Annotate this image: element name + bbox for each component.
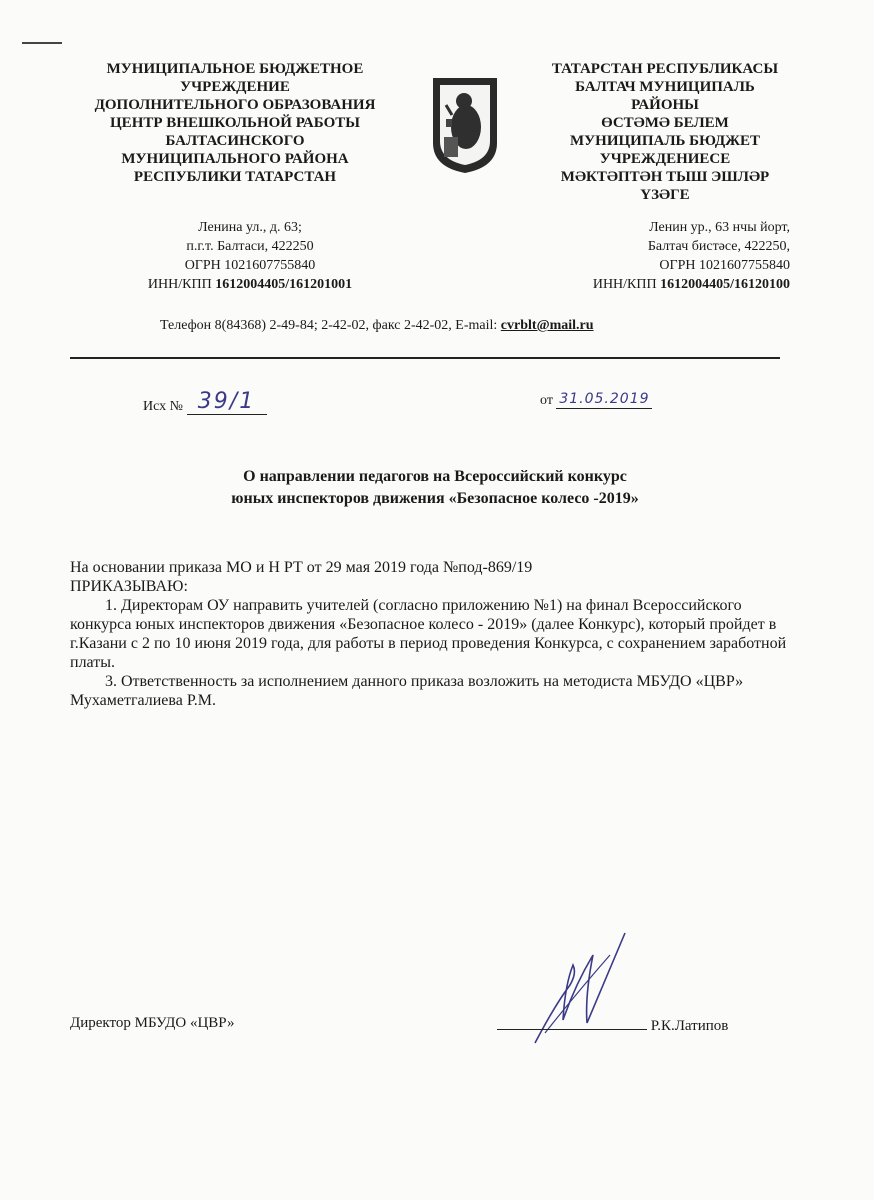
document-title: О направлении педагогов на Всероссийский конкурс юных инспекторов движения «Безопасное колесо -2019»	[231, 468, 639, 507]
order-item-1: 1. Директорам ОУ направить учителей (согласно приложению №1) на финал Всероссийского конкурса юных инспекторов движения «Безопасное колесо - 2019» (далее Конкурс), который пройдет в г.Казани с 2 по 10 июня 2019 года, для работы в период проведения Конкурса, с сохранением заработной платы.	[70, 597, 787, 671]
order-item-3: 3. Ответственность за исполнением данного приказа возложить на методиста МБУДО «ЦВР» Мухаметгалиева Р.М.	[70, 673, 744, 709]
address-tatar: Ленин ур., 63 нчы йорт, Балтач бистәсе, 422250, ОГРН 1021607755840 ИНН/КПП 1612004405/16120100	[560, 218, 790, 294]
document-body	[70, 558, 790, 710]
org-name-tatar: ТАТАРСТАН РЕСПУБЛИКАСЫ БАЛТАЧ МУНИЦИПАЛЬ РАЙОНЫ ӨСТӘМӘ БЕЛЕМ МУНИЦИПАЛЬ БЮДЖЕТ УЧРЕЖДЕНИЕСЕ МӘКТӘПТӘН ТЫШ ЭШЛӘР ҮЗӘГЕ	[551, 61, 779, 203]
order-basis: На основании приказа МО и Н РТ от 29 мая 2019 года №под-869/19	[70, 559, 533, 576]
margin-mark	[22, 42, 62, 44]
signature-line	[497, 1015, 647, 1030]
inn-kpp-tatar: ИНН/КПП 1612004405/16120100	[592, 277, 790, 292]
org-name-russian: МУНИЦИПАЛЬНОЕ БЮДЖЕТНОЕ УЧРЕЖДЕНИЕ ДОПОЛНИТЕЛЬНОГО ОБРАЗОВАНИЯ ЦЕНТР ВНЕШКОЛЬНОЙ РАБОТЫ БАЛТАСИНСКОГО МУНИЦИПАЛЬНОГО РАЙОНА РЕСПУБЛИКИ ТАТАРСТАН	[94, 61, 376, 185]
handwritten-number: 39/1	[187, 390, 267, 415]
signatory-block	[497, 1015, 728, 1035]
address-russian: Ленина ул., д. 63; п.г.т. Балтаси, 422250 ОГРН 1021607755840 ИНН/КПП 1612004405/161201001	[110, 218, 390, 294]
contact-line: Телефон 8(84368) 2-49-84; 2-42-02, факс 2-42-02, E-mail: cvrblt@mail.ru	[160, 318, 594, 333]
document-date: от 31.05.2019	[540, 390, 652, 409]
signatory-position: Директор МБУДО «ЦВР»	[70, 1015, 235, 1031]
outgoing-number: Исх № 39/1	[143, 390, 267, 415]
email-link[interactable]: cvrblt@mail.ru	[500, 318, 594, 333]
handwritten-date: 31.05.2019	[556, 390, 652, 409]
signatory-name: Р.К.Латипов	[650, 1018, 729, 1034]
order-word: ПРИКАЗЫВАЮ:	[70, 578, 188, 595]
tatarstan-bear-emblem-icon	[430, 75, 500, 175]
inn-kpp-russian: ИНН/КПП 1612004405/161201001	[147, 277, 353, 292]
header-divider	[70, 357, 780, 359]
